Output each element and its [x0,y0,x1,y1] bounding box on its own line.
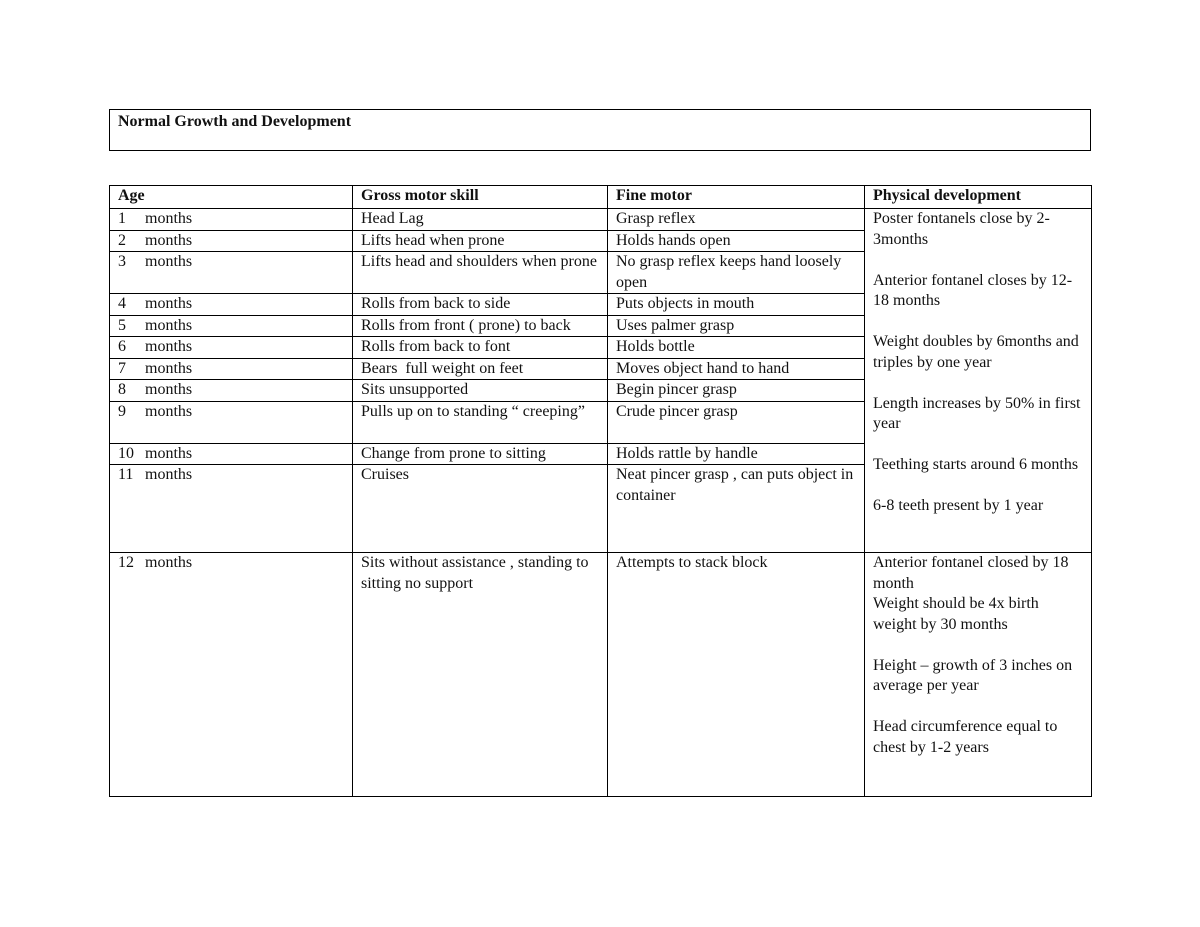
document-title: Normal Growth and Development [118,113,352,130]
table-row [110,553,1092,797]
age-cell [110,553,353,797]
physical-development-cell: Poster fontanels close by 2-3months Anterior fontanel closes by 12-18 months Weight doubles by 6months and triples by one year Length increases by 50% in first year Teething starts around 6 months 6-8 teeth present by 1 year [865,209,1092,553]
gross-motor-cell: Change from prone to sitting [353,443,608,465]
fine-motor-cell: Neat pincer grasp , can puts object in container [608,465,865,553]
age-unit: months [145,444,193,462]
fine-motor-cell: Holds rattle by handle [608,443,865,465]
age-number: 10 [118,444,134,462]
physical-development-cell: Anterior fontanel closed by 18 month Weight should be 4x birth weight by 30 months Height – growth of 3 inches on average per year Head circumference equal to chest by 1-2 years [865,553,1092,797]
growth-table [109,185,1092,797]
fine-motor-cell: Uses palmer grasp [608,315,865,337]
gross-motor-cell: Rolls from back to font [353,337,608,359]
header-gross-motor: Gross motor skill [353,186,608,209]
age-unit: months [145,359,193,377]
age-cell [110,209,353,231]
age-unit: months [145,402,193,420]
header-fine-motor: Fine motor [608,186,865,209]
age-cell [110,358,353,380]
gross-motor-cell: Sits without assistance , standing to sitting no support [353,553,608,797]
age-number: 4 [118,295,126,312]
title-box [109,109,1091,151]
age-cell [110,252,353,294]
age-number: 9 [118,402,126,420]
age-unit: months [145,338,193,355]
age-number: 11 [118,466,134,483]
age-number: 3 [118,253,126,270]
fine-motor-cell: Begin pincer grasp [608,380,865,402]
fine-motor-cell: Holds bottle [608,337,865,359]
age-number: 12 [118,554,134,571]
age-cell [110,230,353,252]
fine-motor-cell: Grasp reflex [608,209,865,231]
age-cell [110,294,353,316]
gross-motor-cell: Pulls up on to standing “ creeping” [353,401,608,443]
age-unit: months [145,316,193,334]
age-number: 7 [118,359,126,377]
gross-motor-cell: Head Lag [353,209,608,231]
fine-motor-cell: Puts objects in mouth [608,294,865,316]
gross-motor-cell: Lifts head when prone [353,230,608,252]
age-unit: months [145,381,193,398]
table-row [110,209,1092,231]
age-cell [110,443,353,465]
fine-motor-cell: Moves object hand to hand [608,358,865,380]
gross-motor-cell: Cruises [353,465,608,553]
gross-motor-cell: Rolls from back to side [353,294,608,316]
age-number: 1 [118,210,126,227]
age-number: 2 [118,231,126,249]
header-physical-development: Physical development [865,186,1092,209]
age-number: 5 [118,316,126,334]
fine-motor-cell: Holds hands open [608,230,865,252]
gross-motor-cell: Sits unsupported [353,380,608,402]
header-age: Age [110,186,353,209]
age-unit: months [145,466,193,483]
fine-motor-cell: No grasp reflex keeps hand loosely open [608,252,865,294]
age-cell [110,315,353,337]
age-cell [110,401,353,443]
age-unit: months [145,210,193,227]
gross-motor-cell: Lifts head and shoulders when prone [353,252,608,294]
age-unit: months [145,554,193,571]
age-cell [110,380,353,402]
age-cell [110,465,353,553]
age-unit: months [145,295,193,312]
age-cell [110,337,353,359]
fine-motor-cell: Attempts to stack block [608,553,865,797]
age-number: 6 [118,338,126,355]
age-unit: months [145,253,193,270]
age-number: 8 [118,381,126,398]
fine-motor-cell: Crude pincer grasp [608,401,865,443]
gross-motor-cell: Rolls from front ( prone) to back [353,315,608,337]
age-unit: months [145,231,193,249]
gross-motor-cell: Bears full weight on feet [353,358,608,380]
table-header-row [110,186,1092,209]
